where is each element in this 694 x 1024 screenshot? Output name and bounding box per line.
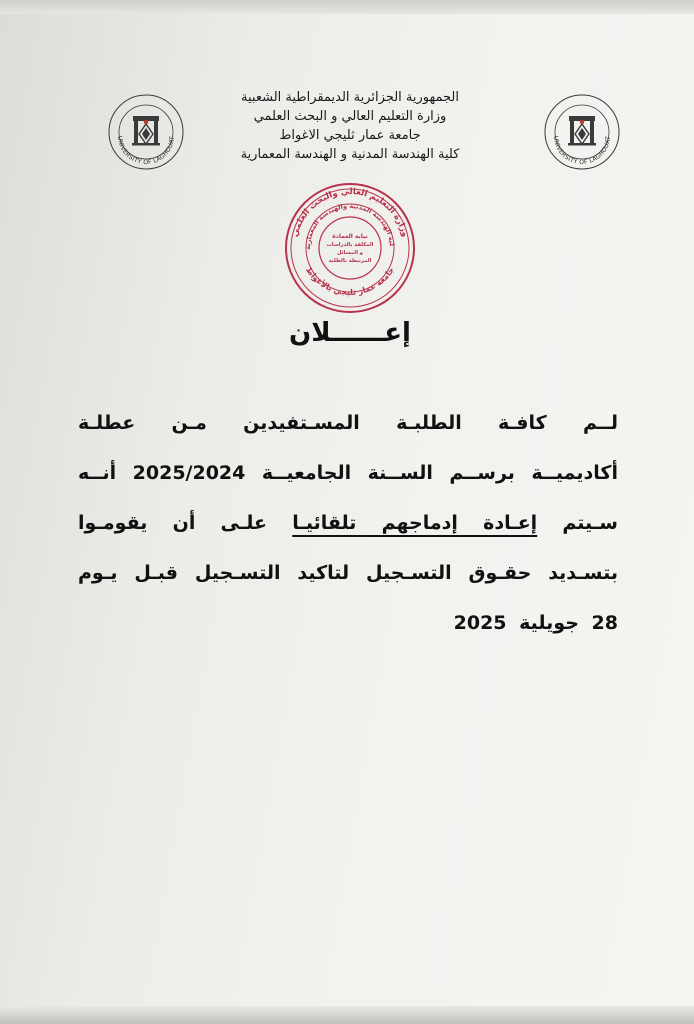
body-line-3-end: علـى أن يقومـوا <box>78 512 293 534</box>
announcement-title: إعــــــلان <box>289 318 411 348</box>
logo-left-text: UNIVERSITY OF LAGHOUAT <box>115 135 177 167</box>
stamp-center-line-1: نيابة العمادة <box>332 233 368 240</box>
header-line-ministry: وزارة التعليم العالي و البحث العلمي <box>253 109 447 124</box>
body-line-1: لــم كافـة الطلبـة المسـتفيدين مـن عطلـة <box>78 412 618 434</box>
official-stamp <box>282 180 418 316</box>
stamp-center-line-2: المكلفة بالدراسات <box>326 242 374 248</box>
reintegration-underlined-text: إعـادة إدماجهم تلقائيـا <box>292 512 538 534</box>
header-line-university: جامعة عمار ثليجي الاغواط <box>279 128 421 143</box>
svg-text:جامعة عمار ثليجي بالأغواط <box>304 265 396 297</box>
stamp-center-line-3: و المسائل <box>336 250 364 256</box>
deadline-date: 28 جويلية 2025 <box>453 612 618 634</box>
stamp-ring-text: لية الهندسة المدنية والهندسة المعمارية <box>303 201 396 250</box>
university-of-laghouat-logo-icon <box>106 92 186 172</box>
body-line-4: بتسـديد حقـوق التسـجيل لتاكيد التسـجيل قبـل يـوم <box>78 562 618 584</box>
body-line-3-start: سـيتم <box>537 512 618 534</box>
logo-right-text: UNIVERSITY OF LAGHOUAT <box>551 135 613 167</box>
document-header <box>200 88 500 164</box>
university-logo-right <box>542 92 622 172</box>
header-line-republic: الجمهورية الجزائرية الديمقراطية الشعبية <box>241 90 459 105</box>
body-line-3 <box>78 498 618 548</box>
svg-text:UNIVERSITY OF LAGHOUAT <box>552 136 612 166</box>
body-line-2: أكاديميــة برســم الســنة الجامعيــة 2025/2024 أنــه <box>78 462 618 484</box>
paper-bottom-edge <box>0 1006 694 1024</box>
official-stamp-icon <box>282 180 418 316</box>
university-of-laghouat-logo-icon <box>542 92 622 172</box>
header-line-faculty: كلية الهندسة المدنية و الهندسة المعمارية <box>240 147 460 162</box>
svg-text:UNIVERSITY OF LAGHOUAT <box>116 136 176 166</box>
stamp-bottom-text: جامعة عمار ثليجي بالأغواط <box>303 265 396 297</box>
paper-top-edge <box>0 0 694 14</box>
stamp-outer-text: وزارة التعليم العالي والبحث العلمي <box>290 186 410 239</box>
announcement-body <box>78 398 618 648</box>
stamp-center-line-4: المرتبطة بالطلبة <box>328 258 372 264</box>
university-logo-left <box>106 92 186 172</box>
